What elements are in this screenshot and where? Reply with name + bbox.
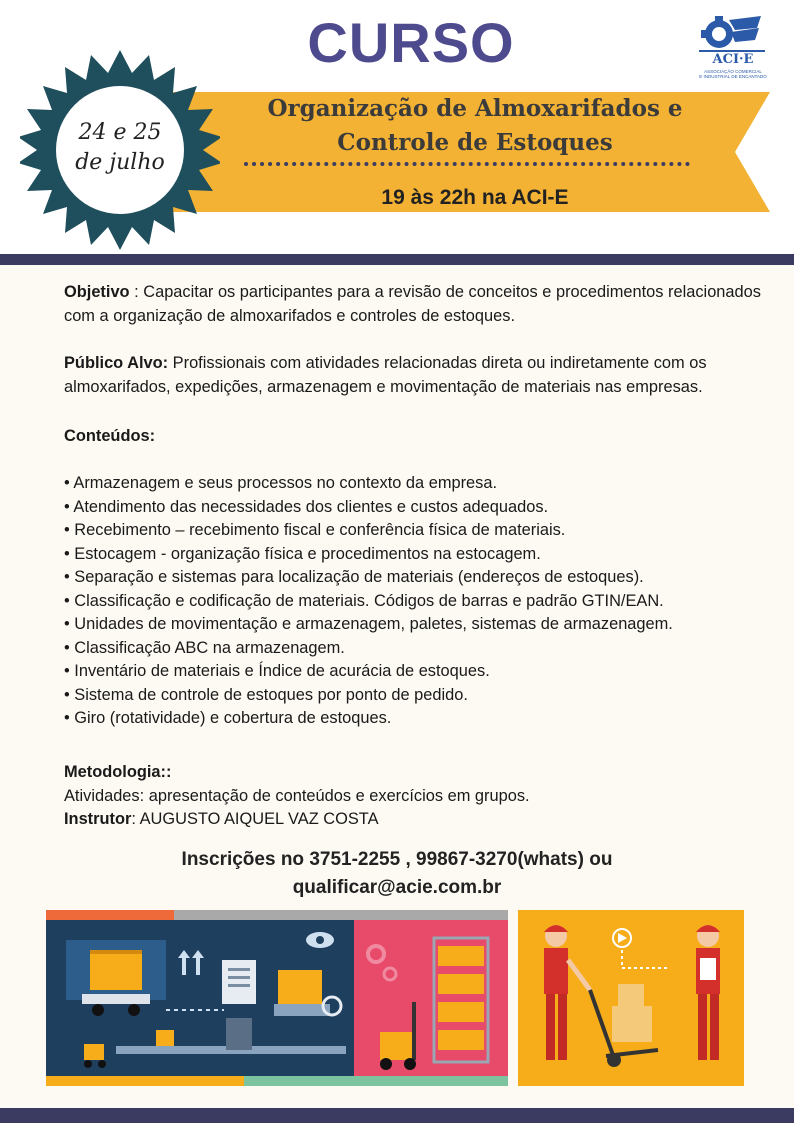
publico-label: Público Alvo: (64, 354, 169, 372)
date-line1: 24 e 25 (78, 120, 162, 145)
list-item: • Sistema de controle de estoques por ponto de pedido. (64, 685, 468, 704)
page-title: CURSO (307, 11, 515, 74)
metodologia-text: Atividades: apresentação de conteúdos e exercícios em grupos. (64, 786, 530, 805)
course-dates (52, 118, 188, 178)
date-line2: de julho (75, 150, 165, 175)
list-item: • Separação e sistemas para localização de materiais (endereços de estoques). (64, 568, 644, 586)
instrutor-text: : AUGUSTO AIQUEL VAZ COSTA (131, 810, 379, 828)
dotted-divider (244, 162, 690, 166)
list-item: • Classificação ABC na armazenagem. (64, 638, 345, 657)
list-item: • Atendimento das necessidades dos clientes e custos adequados. (64, 497, 549, 516)
publico-text: Profissionais com atividades relacionadas direta ou indiretamente com os almoxarifados, expedições, armazenagem e movimentação de materiais nas empresas. (64, 354, 707, 396)
course-name-line2: Controle de Estoques (337, 129, 613, 156)
course-name-line1: Organização de Almoxarifados e (267, 95, 683, 122)
bottom-divider-bar (0, 1108, 794, 1123)
list-item: • Unidades de movimentação e armazenagem, paletes, sistemas de armazenagem. (64, 615, 673, 633)
metodologia-label: Metodologia:: (64, 763, 172, 781)
objetivo-label: Objetivo (64, 283, 130, 301)
course-time: 19 às 22h na ACI-E (381, 186, 569, 209)
list-item: • Estocagem - organização física e procedimentos na estocagem. (64, 544, 541, 563)
registration-email[interactable]: qualificar@acie.com.br (292, 877, 502, 898)
warehouse-logistics-illustration (46, 910, 508, 1086)
header (0, 0, 794, 258)
top-divider-bar (0, 254, 794, 265)
publico-paragraph (64, 352, 764, 399)
logo-name: ACI·E (712, 52, 754, 67)
workers-handtruck-illustration (518, 910, 744, 1086)
list-item: • Classificação e codificação de materiais. Códigos de barras e padrão GTIN/EAN. (64, 591, 664, 610)
topics-list (64, 472, 764, 731)
logo-subtitle: ASSOCIAÇÃO COMERCIAL E INDUSTRIAL DE ENCANTADO (699, 69, 767, 79)
objetivo-text: : Capacitar os participantes para a revisão de conceitos e procedimentos relacionados com a organização de almoxarifados e controles de estoques. (64, 283, 761, 325)
registration-info (100, 846, 694, 902)
metodologia-section (64, 761, 764, 832)
list-item: • Armazenagem e seus processos no contexto da empresa. (64, 474, 498, 492)
registration-phones: Inscrições no 3751-2255 , 99867-3270(whats) ou (181, 849, 613, 870)
instrutor-label: Instrutor (64, 810, 132, 828)
course-name (250, 92, 700, 160)
list-item: • Inventário de materiais e Índice de acurácia de estoques. (64, 662, 490, 680)
list-item: • Giro (rotatividade) e cobertura de estoques. (64, 709, 392, 727)
list-item: • Recebimento – recebimento fiscal e conferência física de materiais. (64, 521, 566, 539)
conteudos-heading: Conteúdos: (64, 427, 156, 445)
objetivo-paragraph (64, 281, 764, 328)
